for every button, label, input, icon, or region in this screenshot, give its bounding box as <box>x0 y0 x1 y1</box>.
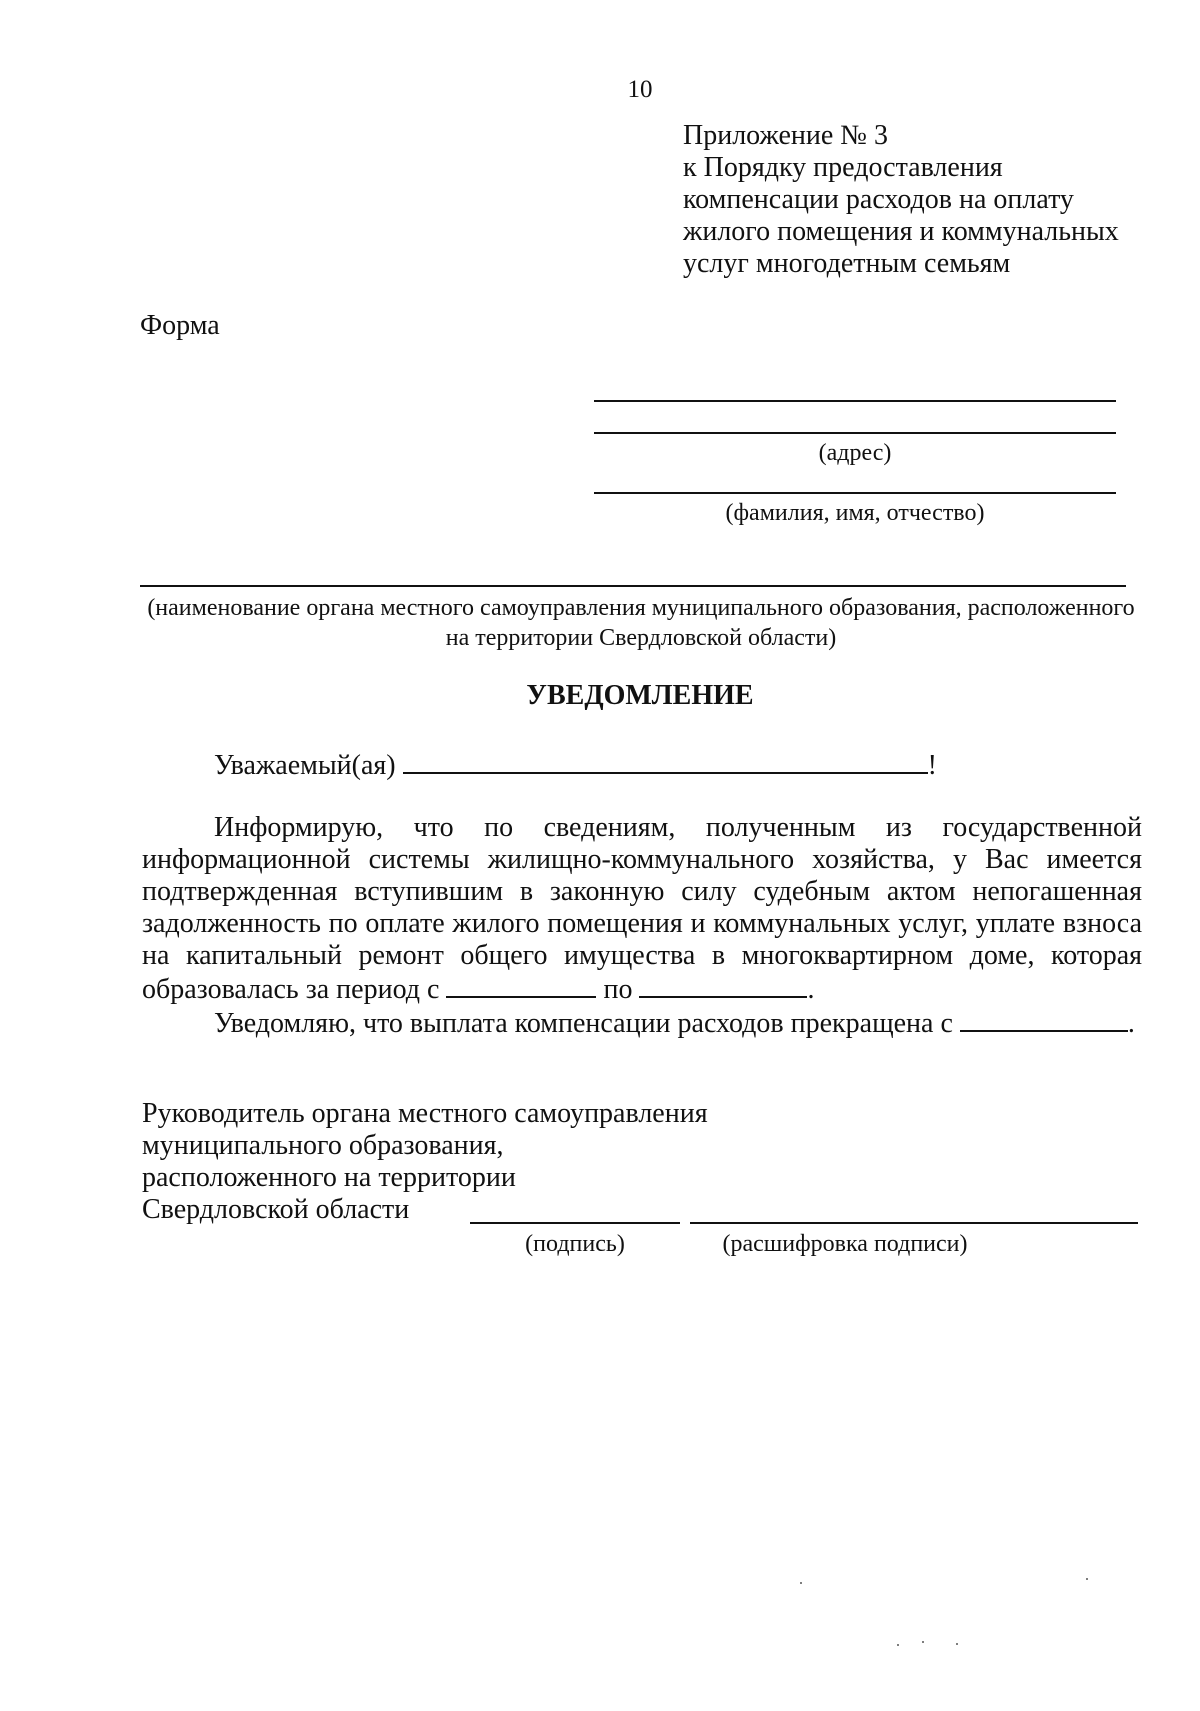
form-label: Форма <box>140 310 220 341</box>
period-to-field[interactable] <box>639 972 807 998</box>
period-middle: по <box>603 974 633 1005</box>
body-line: на капитальный ремонт общего имущества в многоквартирном доме, которая <box>142 940 1142 971</box>
body-line: Информирую, что по сведениям, полученным из государственной <box>214 812 1142 843</box>
termination-prefix: Уведомляю, что выплата компенсации расходов прекращена с <box>214 1008 953 1039</box>
document-title: УВЕДОМЛЕНИЕ <box>526 680 754 711</box>
organization-line[interactable] <box>140 585 1126 587</box>
appendix-line: Приложение № 3 <box>683 120 888 151</box>
fio-line[interactable] <box>594 492 1116 494</box>
appendix-line: жилого помещения и коммунальных <box>683 216 1119 247</box>
period-suffix: . <box>807 974 815 1005</box>
body-line: информационной системы жилищно-коммунального хозяйства, у Вас имеется <box>142 844 1142 875</box>
appendix-block <box>683 120 1119 280</box>
termination-suffix: . <box>1127 1008 1135 1039</box>
page-number: 10 <box>627 76 653 103</box>
address-caption: (адрес) <box>818 440 892 466</box>
signature-line[interactable] <box>470 1222 680 1224</box>
appendix-line: услуг многодетным семьям <box>683 248 1011 279</box>
scan-speck <box>800 1582 802 1584</box>
greeting-line <box>214 748 937 782</box>
body-line: подтвержденная вступившим в законную силу судебным актом непогашенная <box>142 876 1142 907</box>
period-prefix: образовалась за период с <box>142 974 440 1005</box>
signer-line: муниципального образования, <box>142 1130 504 1161</box>
recipient-name-field[interactable] <box>403 748 928 774</box>
signer-line: расположенного на территории <box>142 1162 516 1193</box>
body-line: задолженность по оплате жилого помещения и коммунальных услуг, уплате взноса <box>142 908 1142 939</box>
organization-caption: (наименование органа местного самоуправления муниципального образования, расположенного на территории Свердловской области) <box>147 595 1135 651</box>
signer-line: Свердловской области <box>142 1194 410 1225</box>
greeting-suffix: ! <box>927 750 937 781</box>
scan-speck <box>922 1641 924 1643</box>
greeting-prefix: Уважаемый(ая) <box>214 750 396 781</box>
scan-speck <box>956 1643 958 1645</box>
fio-caption: (фамилия, имя, отчество) <box>725 500 985 526</box>
address-line-2[interactable] <box>594 432 1116 434</box>
appendix-line: к Порядку предоставления <box>683 152 1003 183</box>
scan-speck <box>1086 1578 1088 1580</box>
signature-decode-line[interactable] <box>690 1222 1138 1224</box>
period-line <box>142 972 1142 1006</box>
termination-date-field[interactable] <box>960 1006 1128 1032</box>
period-from-field[interactable] <box>446 972 596 998</box>
scan-speck <box>897 1644 899 1646</box>
appendix-line: компенсации расходов на оплату <box>683 184 1074 215</box>
termination-line <box>142 1006 1142 1040</box>
signature-caption: (подпись) <box>525 1231 625 1257</box>
signature-decode-caption: (расшифровка подписи) <box>722 1231 968 1257</box>
signer-block <box>142 1098 708 1226</box>
address-line-1[interactable] <box>594 400 1116 402</box>
notice-body <box>142 812 1142 1040</box>
signer-line: Руководитель органа местного самоуправления <box>142 1098 708 1129</box>
